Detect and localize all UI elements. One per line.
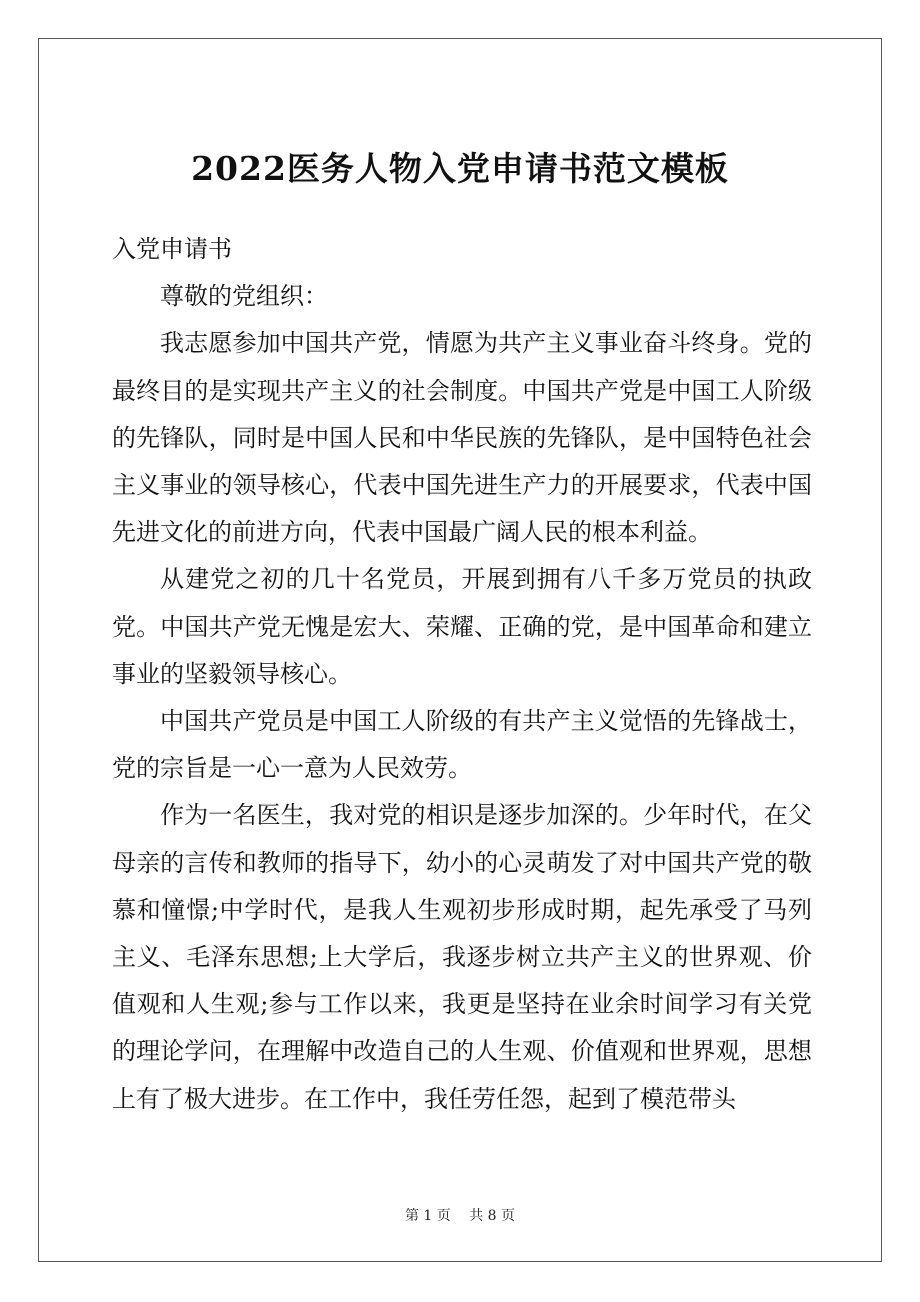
- document-title: 2022医务人物入党申请书范文模板: [191, 149, 729, 188]
- document-body: [112, 226, 812, 1123]
- body-paragraph: 我志愿参加中国共产党，情愿为共产主义事业奋斗终身。党的最终目的是实现共产主义的社会制度。中国共产党是中国工人阶级的先锋队，同时是中国人民和中华民族的先锋队，是中国特色社会主义事业的领导核心，代表中国先进生产力的开展要求，代表中国先进文化的前进方向，代表中国最广阔人民的根本利益。: [112, 329, 812, 547]
- page-number: 第 1 页: [404, 1208, 451, 1224]
- body-paragraph: 作为一名医生，我对党的相识是逐步加深的。少年时代，在父母亲的言传和教师的指导下，幼小的心灵萌发了对中国共产党的敬慕和憧憬;中学时代，是我人生观初步形成时期，起先承受了马列主义、毛泽东思想;上大学后，我逐步树立共产主义的世界观、价值观和人生观;参与工作以来，我更是坚持在业余时间学习有关党的理论学问，在理解中改造自己的人生观、价值观和世界观，思想上有了极大进步。在工作中，我任劳任怨，起到了模范带头: [112, 801, 812, 1113]
- salutation: 尊敬的党组织：: [160, 282, 328, 311]
- body-paragraph: 从建党之初的几十名党员，开展到拥有八千多万党员的执政党。中国共产党无愧是宏大、荣耀、正确的党，是中国革命和建立事业的坚毅领导核心。: [112, 565, 812, 688]
- document-heading: 入党申请书: [112, 235, 232, 263]
- body-paragraph: 中国共产党员是中国工人阶级的有共产主义觉悟的先锋战士，党的宗旨是一心一意为人民效劳。: [112, 707, 812, 783]
- page-total: 共 8 页: [469, 1208, 516, 1224]
- page-footer: [0, 1206, 920, 1226]
